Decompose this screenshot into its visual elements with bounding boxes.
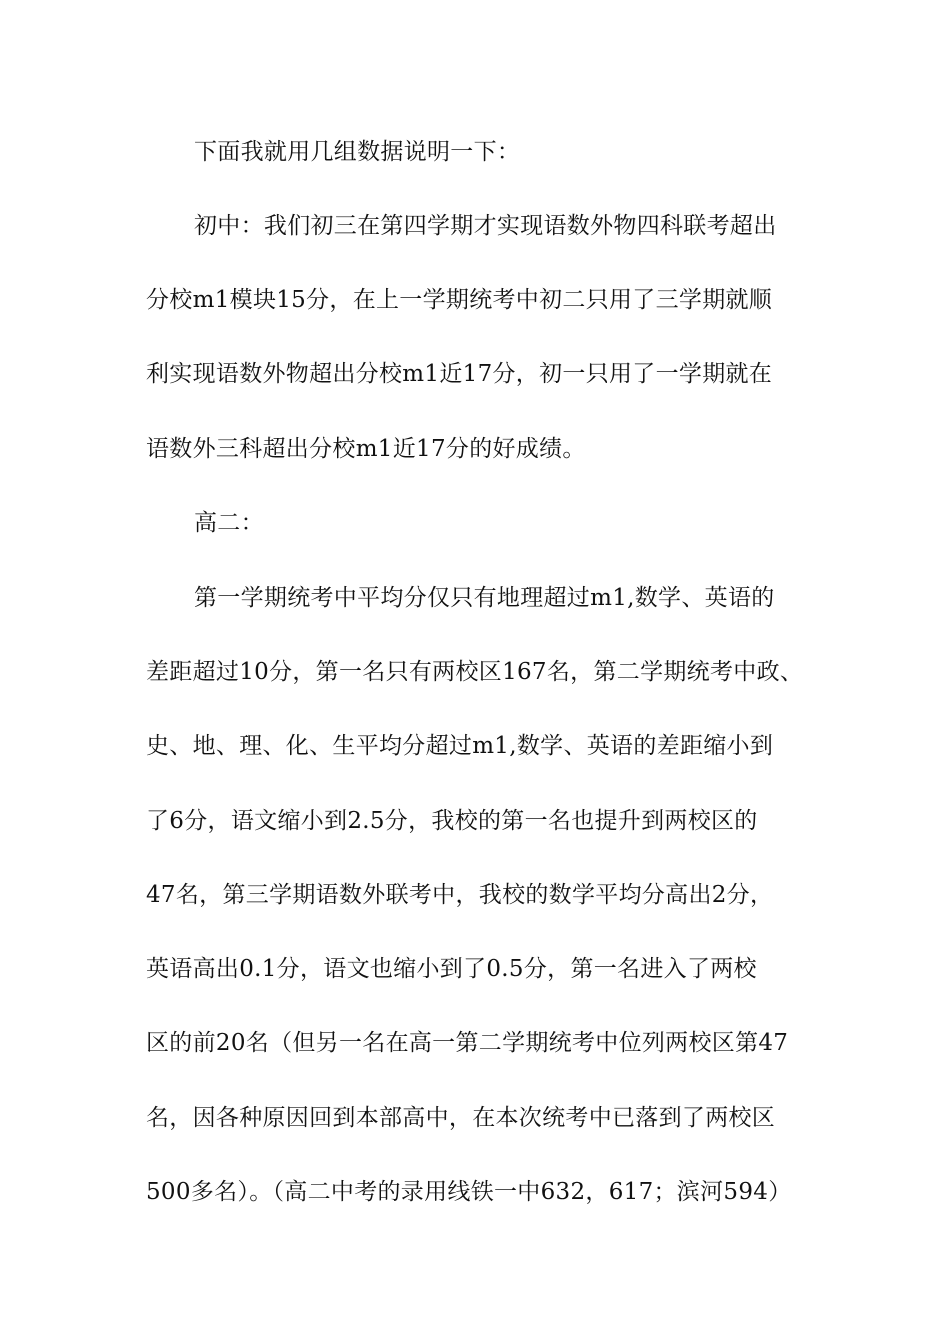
text-line-4: 利实现语数外物超出分校m1近17分，初一只用了一学期就在: [146, 361, 773, 387]
text-line-9: 史、地、理、化、生平均分超过m1,数学、英语的差距缩小到: [146, 733, 774, 759]
text-line-10: 了6分，语文缩小到2.5分，我校的第一名也提升到两校区的: [146, 808, 758, 834]
text-line-12: 英语高出0.1分，语文也缩小到了0.5分，第一名进入了两校: [146, 956, 757, 982]
text-line-14: 名，因各种原因回到本部高中，在本次统考中已落到了两校区: [146, 1105, 776, 1131]
text-line-15: 500多名）。（高二中考的录用线铁一中632，617；滨河594）: [146, 1179, 792, 1205]
text-line-3: 分校m1模块15分，在上一学期统考中初二只用了三学期就顺: [146, 287, 773, 313]
text-line-1: 下面我就用几组数据说明一下：: [194, 139, 521, 165]
text-line-11: 47名，第三学期语数外联考中，我校的数学平均分高出2分，: [146, 882, 774, 908]
text-line-8: 差距超过10分，第一名只有两校区167名，第二学期统考中政、: [146, 659, 804, 685]
text-line-2: 初中：我们初三在第四学期才实现语数外物四科联考超出: [194, 213, 777, 239]
text-line-5: 语数外三科超出分校m1近17分的好成绩。: [146, 436, 586, 462]
text-line-7: 第一学期统考中平均分仅只有地理超过m1,数学、英语的: [194, 585, 775, 611]
text-line-6: 高二：: [194, 510, 264, 536]
text-line-13: 区的前20名（但另一名在高一第二学期统考中位列两校区第47: [146, 1030, 789, 1056]
